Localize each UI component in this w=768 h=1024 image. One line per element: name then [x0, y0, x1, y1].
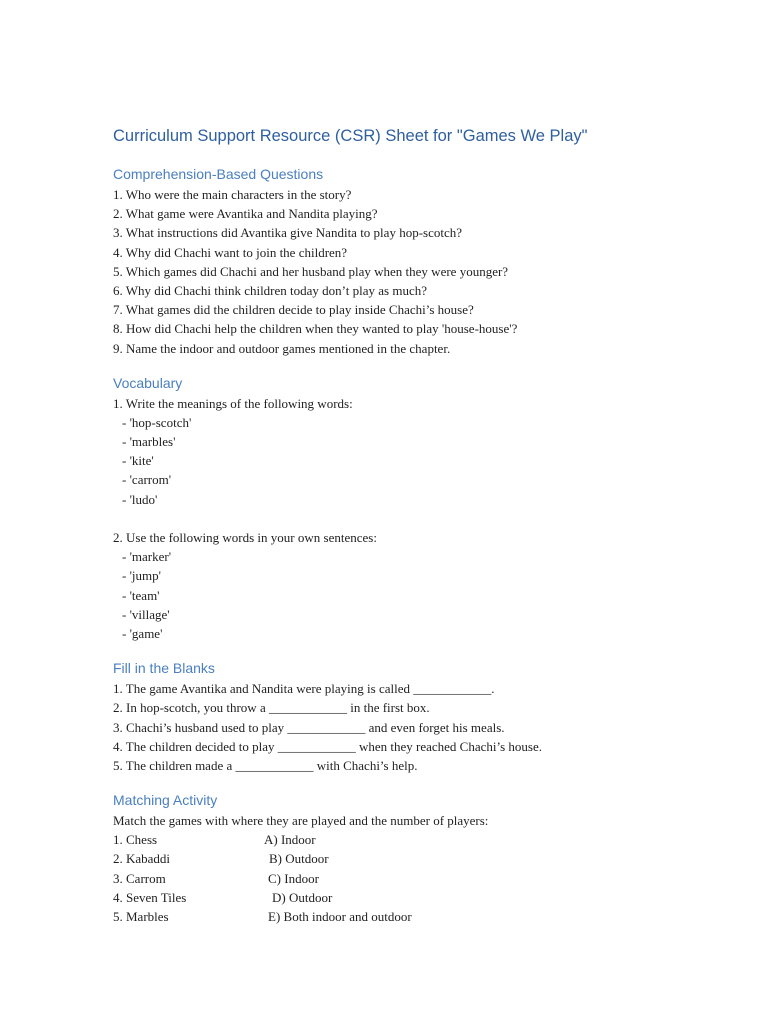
matching-row — [113, 869, 713, 888]
fill-blank-item: 3. Chachi’s husband used to play ____________ and even forget his meals. — [113, 719, 505, 735]
comprehension-question: 9. Name the indoor and outdoor games mentioned in the chapter. — [113, 340, 451, 356]
vocabulary-word: - 'village' — [122, 606, 170, 622]
fill-blanks-section — [113, 657, 713, 775]
paragraph-spacer — [113, 509, 713, 528]
document-page — [113, 122, 713, 940]
fill-blank-item: 2. In hop-scotch, you throw a ____________ in the first box. — [113, 700, 430, 716]
matching-option: E) Both indoor and outdoor — [268, 909, 412, 924]
matching-option: D) Outdoor — [272, 889, 333, 905]
comprehension-question: 5. Which games did Chachi and her husband play when they were younger? — [113, 263, 509, 279]
comprehension-question: 2. What game were Avantika and Nandita playing? — [113, 206, 378, 222]
section-heading-matching: Matching Activity — [113, 792, 218, 809]
matching-game: 3. Carrom — [113, 870, 166, 886]
comprehension-section — [113, 163, 713, 358]
fill-blank-item: 4. The children decided to play ____________ when they reached Chachi’s house. — [113, 738, 543, 754]
vocabulary-word: - 'marker' — [122, 549, 172, 565]
matching-row — [113, 888, 713, 907]
section-heading-fill-blanks: Fill in the Blanks — [113, 660, 215, 677]
matching-option: A) Indoor — [264, 832, 316, 848]
vocabulary-prompt: 2. Use the following words in your own sentences: — [113, 530, 377, 545]
fill-blank-item: 5. The children made a ____________ with Chachi’s help. — [113, 757, 418, 773]
vocabulary-word: - 'marbles' — [122, 434, 176, 450]
comprehension-question: 3. What instructions did Avantika give Nandita to play hop-scotch? — [113, 225, 463, 241]
matching-game: 5. Marbles — [113, 909, 169, 924]
comprehension-question: 6. Why did Chachi think children today don’t play as much? — [113, 282, 427, 298]
comprehension-question: 4. Why did Chachi want to join the children? — [113, 244, 348, 260]
vocabulary-word: - 'team' — [122, 587, 160, 603]
fill-blank-item: 1. The game Avantika and Nandita were playing is called ____________. — [113, 681, 495, 697]
comprehension-question: 1. Who were the main characters in the story? — [113, 187, 352, 202]
vocabulary-section — [113, 372, 713, 643]
section-heading-vocabulary: Vocabulary — [113, 374, 183, 391]
matching-row — [113, 907, 713, 926]
matching-game: 2. Kabaddi — [113, 851, 171, 867]
vocabulary-word: - 'hop-scotch' — [122, 414, 192, 430]
vocabulary-word: - 'carrom' — [122, 472, 172, 488]
matching-row — [113, 830, 713, 849]
vocabulary-word: - 'jump' — [122, 568, 161, 584]
comprehension-question: 8. How did Chachi help the children when they wanted to play 'house-house'? — [113, 321, 518, 337]
document-title: Curriculum Support Resource (CSR) Sheet for "Games We Play" — [113, 127, 588, 145]
matching-game: 4. Seven Tiles — [113, 889, 187, 905]
vocabulary-word: - 'game' — [122, 625, 163, 641]
section-heading-comprehension: Comprehension-Based Questions — [113, 166, 324, 182]
matching-option: C) Indoor — [268, 870, 319, 886]
vocabulary-word: - 'ludo' — [122, 491, 158, 507]
matching-game: 1. Chess — [113, 832, 158, 848]
vocabulary-prompt: 1. Write the meanings of the following words: — [113, 395, 353, 411]
matching-intro: Match the games with where they are played and the number of players: — [113, 813, 489, 829]
matching-section — [113, 789, 713, 926]
matching-row — [113, 849, 713, 868]
comprehension-question: 7. What games did the children decide to play inside Chachi’s house? — [113, 302, 474, 318]
matching-option: B) Outdoor — [269, 851, 329, 867]
vocabulary-word: - 'kite' — [122, 453, 154, 469]
